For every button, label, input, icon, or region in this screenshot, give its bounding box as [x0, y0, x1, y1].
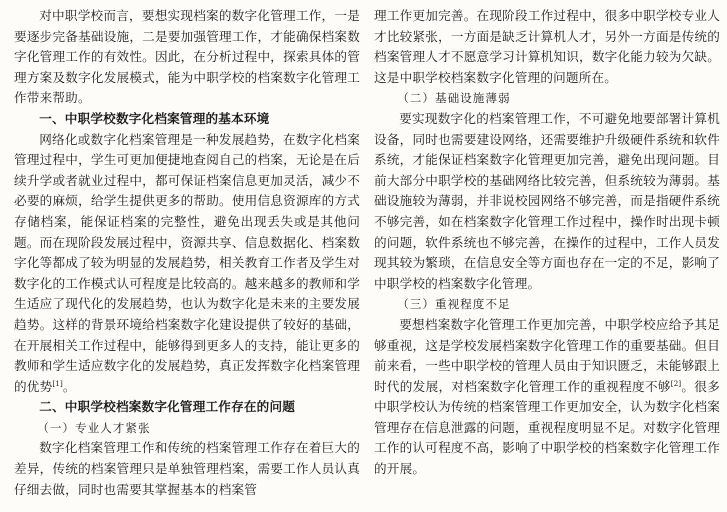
talent-paragraph-continued: 理工作更加完善。在现阶段工作过程中，很多中职学校专业人才比较紧张，一方面是缺乏计算机人才，另外一方面是传统的档案管理人才不愿意学习计算机知识，数字化能力较为欠缺。这是中职学校档案数字化管理的问题所在。: [374, 8, 720, 85]
citation-2: [2]: [670, 379, 682, 388]
subsection-heading-2: （二）基础设施薄弱: [397, 91, 511, 106]
environment-text: 网络化或数字化档案管理是一种发展趋势，在数字化档案管理过程中，学生可更加便捷地查阅自己的档案，无论是在后续升学或者就业过程中，都可保证档案信息更加灵活，减少不必要的麻烦，给学生提供更多的帮助。使用信息资源库的方式存储档案，能保证档案的完整性，避免出现丢失或是其他问题。而在现阶段发展过程中，资源共享、信息数据化、档案数字化等都成了较为明显的发展趋势，相关教育工作者及学生对数字化的工作模式认可程度是比较高的。越来越多的教师和学生适应了现代化的发展趋势，也认为数字化是未来的主要发展趋势。这样的背景环境给档案数字化建设提供了较好的基础，在开展相关工作过程中，能够得到更多人的支持，能让更多的教师和学生适应数字化的发展趋势，真正发挥数字化档案管理的优势: [14, 131, 360, 394]
left-column: [14, 6, 360, 512]
subsection-heading-3: （三）重视程度不足: [397, 297, 511, 312]
attention-text: 要想档案数字化管理工作更加完善，中职学校应给予其足够重视，这是学校发展档案数字化管理工作的重要基础。但目前来看，一些中职学校的管理人员由于知识匮乏，未能够跟上时代的发展，对档案数字化管理工作的重视程度不够: [374, 316, 720, 394]
attention-text-end: 。很多中职学校认为传统的档案管理工作更加安全，认为数字化档案管理存在信息泄露的问题，重视程度明显不足。对数字化管理工作的认可程度不高，影响了中职学校的档案数字化管理工作的开展。: [374, 378, 720, 477]
infrastructure-paragraph: 要实现数字化的档案管理工作，不可避免地要部署计算机设备，同时也需要建设网络，还需要维护升级硬件系统和软件系统，才能保证档案数字化管理更加完善，避免出现问题。目前大部分中职学校的基础网络比较完善，但系统较为薄弱。基础设施较为薄弱，并非说校园网络不够完善，而是指硬件系统不够完善，如在档案数字化管理工作过程中，操作时出现卡顿的问题，软件系统也不够完善，在操作的过程中，工作人员发现其较为繁琐，在信息安全等方面也存在一定的不足，影响了中职学校的档案数字化管理。: [374, 110, 720, 291]
attention-paragraph: [374, 315, 720, 480]
environment-paragraph: [14, 130, 360, 398]
right-column: [374, 6, 720, 512]
talent-paragraph: 数字化档案管理工作和传统的档案管理工作存在着巨大的差异，传统的档案管理只是单独管理档案，需要工作人员认真仔细去做，同时也需要其掌握基本的档案管: [14, 440, 360, 497]
intro-paragraph: 对中职学校而言，要想实现档案的数字化管理工作，一是要逐步完备基础设施，二是要加强管理工作，才能确保档案数字化管理工作的有效性。因此，在分析过程中，探索具体的管理方案及数字化发展模式，能为中职学校的档案数字化管理工作带来帮助。: [14, 8, 360, 106]
section-heading-2: 二、中职学校档案数字化管理工作存在的问题: [39, 399, 296, 415]
section-heading-1: 一、中职学校数字化档案管理的基本环境: [39, 110, 270, 126]
environment-text-end: 。: [62, 378, 76, 394]
citation-1: [1]: [52, 379, 63, 388]
subsection-heading-1: （一）专业人才紧张: [37, 420, 151, 435]
